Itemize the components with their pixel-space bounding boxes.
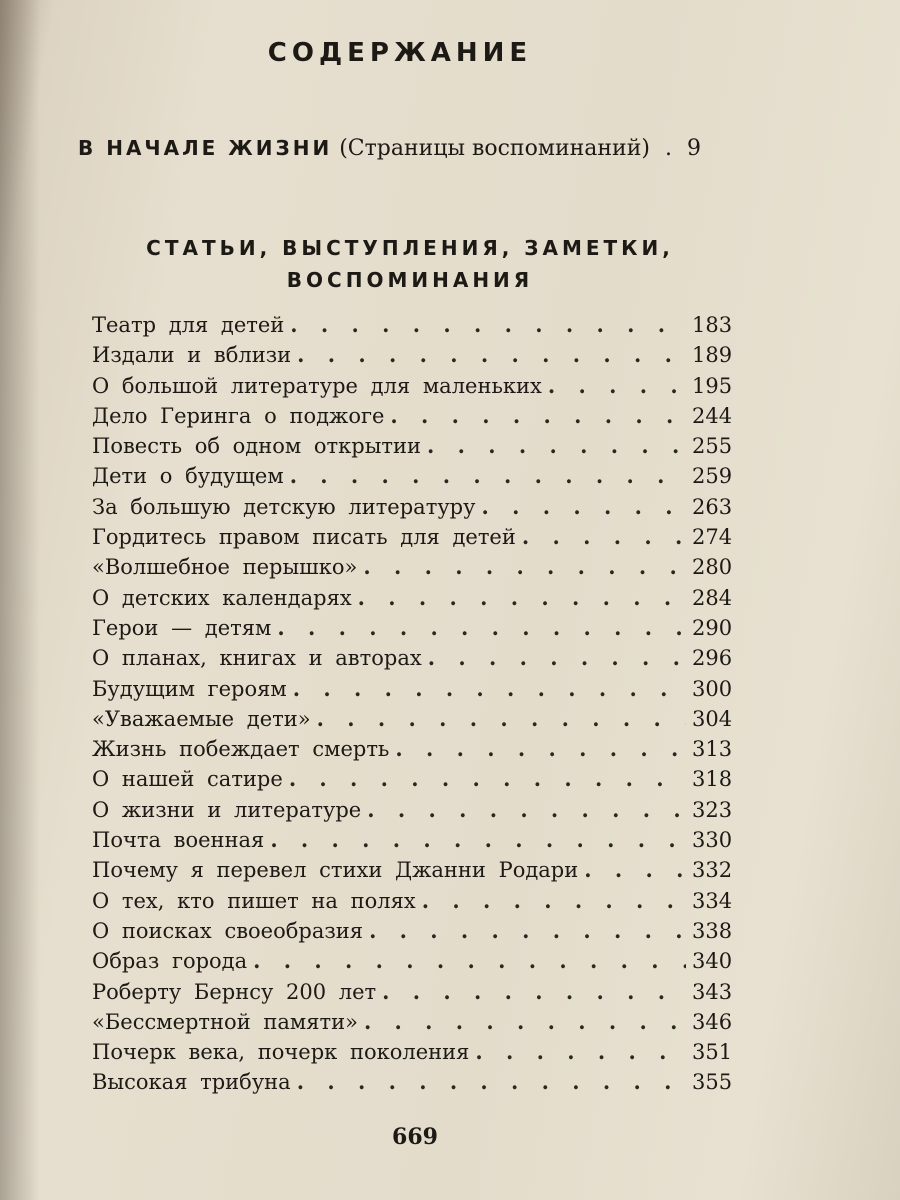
toc-entry	[92, 827, 732, 857]
toc-entry-title: Повесть об одном открытии	[92, 434, 422, 459]
toc-entry-title: За большую детскую литературу	[92, 494, 476, 519]
toc-entry	[92, 766, 732, 796]
toc-entry-title: «Волшебное перышко»	[92, 555, 358, 580]
toc-entry	[92, 494, 732, 524]
part-1-page: 9	[686, 136, 701, 161]
toc-entry-title: О тех, кто пишет на полях	[92, 888, 416, 913]
toc-dot-leader	[481, 494, 686, 519]
toc-entry-title: О поисках своеобразия	[92, 918, 364, 943]
toc-entry-title: Почта военная	[92, 828, 265, 853]
toc-dot-leader	[364, 1009, 686, 1034]
toc-dot-leader	[277, 615, 686, 640]
toc-entry	[92, 433, 732, 463]
toc-entry-page: 255	[692, 434, 733, 459]
toc-entry-page: 313	[692, 737, 733, 762]
toc-entry-title: «Уважаемые дети»	[92, 706, 311, 731]
toc-entry-page: 259	[692, 464, 733, 489]
toc-dot-leader	[289, 766, 686, 791]
toc-entry	[92, 403, 732, 433]
toc-entry-title: О детских календарях	[92, 585, 352, 610]
toc-dot-leader	[293, 676, 686, 701]
toc-entry	[92, 948, 732, 978]
page-number: 669	[392, 1124, 438, 1150]
part-1-title: В НАЧАЛЕ ЖИЗНИ	[78, 136, 333, 160]
toc-entry-title: «Бессмертной памяти»	[92, 1009, 358, 1034]
toc-dot-leader	[290, 463, 686, 488]
toc-entry-page: 189	[692, 343, 733, 368]
toc-entry-title: Гордитесь правом писать для детей	[92, 525, 516, 550]
toc-entry-page: 346	[692, 1009, 733, 1034]
part-2-title-line-1: СТАТЬИ, ВЫСТУПЛЕНИЯ, ЗАМЕТКИ,	[146, 236, 674, 260]
toc-entry-title: О жизни и литературе	[92, 797, 362, 822]
toc-entry-page: 338	[692, 918, 733, 943]
toc-entry	[92, 645, 732, 675]
toc-dot-leader	[363, 554, 686, 579]
toc-entry-page: 318	[692, 767, 733, 792]
toc-entry	[92, 1009, 732, 1039]
toc-entry-title: О нашей сатире	[92, 767, 283, 792]
toc-entry	[92, 706, 732, 736]
toc-dot-leader	[270, 827, 686, 852]
toc-dot-leader	[253, 948, 686, 973]
toc-dot-leader	[548, 373, 686, 398]
toc-dot-leader	[584, 857, 686, 882]
toc-entry	[92, 1039, 732, 1069]
toc-entry-title: Издали и вблизи	[92, 343, 292, 368]
toc-entry	[92, 585, 732, 615]
toc-entry	[92, 979, 732, 1009]
part-2-title	[80, 232, 740, 296]
toc-dot-leader	[317, 706, 686, 731]
toc-dot-leader	[475, 1039, 686, 1064]
toc-entry	[92, 524, 732, 554]
toc-entry	[92, 554, 732, 584]
toc-entry-title: О большой литературе для маленьких	[92, 373, 542, 398]
toc-dot-leader	[428, 645, 686, 670]
toc-entry	[92, 373, 732, 403]
toc-entry-title: Будущим героям	[92, 676, 287, 701]
toc-entry-title: О планах, книгах и авторах	[92, 646, 422, 671]
toc-entry	[92, 312, 732, 342]
toc-dot-leader	[422, 888, 686, 913]
toc-entry-page: 343	[692, 979, 733, 1004]
toc-entry-page: 323	[692, 797, 733, 822]
toc-entry	[92, 888, 732, 918]
toc-entry-title: Герои — детям	[92, 615, 272, 640]
toc-entry-page: 274	[692, 525, 733, 550]
toc-entry-page: 296	[692, 646, 733, 671]
page-fold-shadow	[0, 0, 40, 1200]
toc-dot-leader	[522, 524, 686, 549]
part-1-entry	[78, 136, 758, 161]
toc-dot-leader	[297, 1069, 686, 1094]
toc-entry-page: 332	[692, 858, 733, 883]
toc-entry-title: Дети о будущем	[92, 464, 284, 489]
toc-entry-page: 300	[692, 676, 733, 701]
toc-entry-title: Высокая трибуна	[92, 1070, 291, 1095]
toc-entry	[92, 676, 732, 706]
toc-entry-title: Образ города	[92, 949, 248, 974]
toc-entry	[92, 797, 732, 827]
toc-list	[92, 312, 732, 1100]
toc-entry-page: 340	[692, 949, 733, 974]
toc-entry-title: Почерк века, почерк поколения	[92, 1040, 470, 1065]
toc-entry-page: 351	[692, 1040, 733, 1065]
toc-entry-title: Дело Геринга о поджоге	[92, 403, 385, 428]
part-1-leader: .	[664, 136, 672, 161]
toc-entry-page: 280	[692, 555, 733, 580]
toc-dot-leader	[297, 342, 686, 367]
part-1-subtitle: (Страницы воспоминаний)	[339, 136, 650, 161]
toc-entry-title: Театр для детей	[92, 313, 285, 337]
toc-dot-leader	[367, 797, 686, 822]
toc-dot-leader	[382, 979, 686, 1004]
toc-entry-page: 355	[692, 1070, 733, 1095]
toc-entry	[92, 463, 732, 493]
toc-entry-page: 290	[692, 615, 733, 640]
contents-title: СОДЕРЖАНИЕ	[267, 38, 533, 68]
toc-dot-leader	[427, 433, 686, 458]
part-2-title-line-2: ВОСПОМИНАНИЯ	[286, 268, 534, 292]
toc-entry	[92, 857, 732, 887]
toc-entry-page: 330	[692, 828, 733, 853]
toc-entry	[92, 342, 732, 372]
toc-entry-page: 284	[692, 585, 733, 610]
toc-entry-page: 244	[692, 403, 733, 428]
toc-entry-title: Почему я перевел стихи Джанни Родари	[92, 858, 579, 883]
toc-dot-leader	[395, 736, 686, 761]
toc-entry-page: 334	[692, 888, 733, 913]
toc-dot-leader	[358, 585, 686, 610]
toc-entry	[92, 1069, 732, 1099]
toc-dot-leader	[390, 403, 686, 428]
toc-entry-page: 183	[692, 313, 733, 337]
toc-entry	[92, 918, 732, 948]
toc-dot-leader	[369, 918, 686, 943]
toc-dot-leader	[290, 312, 686, 337]
toc-entry-title: Жизнь побеждает смерть	[92, 737, 390, 762]
toc-entry-page: 304	[692, 706, 733, 731]
toc-entry	[92, 736, 732, 766]
toc-entry-page: 263	[692, 494, 733, 519]
toc-entry-page: 195	[692, 373, 733, 398]
toc-entry	[92, 615, 732, 645]
toc-entry-title: Роберту Бернсу 200 лет	[92, 979, 377, 1004]
